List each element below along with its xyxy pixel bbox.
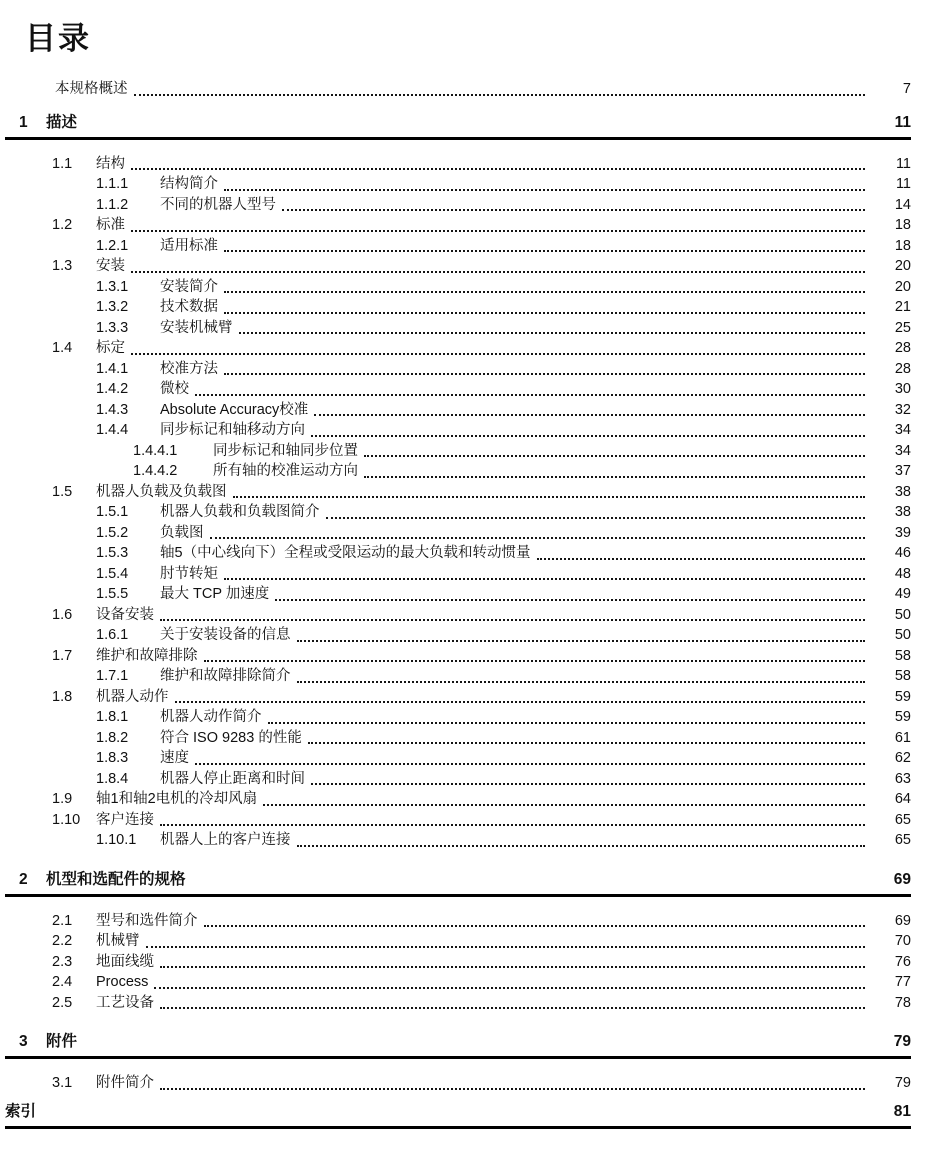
chapter-section	[0, 871, 911, 1014]
toc-entry[interactable]	[0, 400, 911, 421]
toc-entry[interactable]	[0, 564, 911, 585]
toc-entry-number: 1.8.4	[96, 770, 129, 787]
toc-entry-number: 1.3.3	[96, 319, 129, 336]
toc-entry-page: 25	[894, 319, 911, 336]
leader-dots	[195, 763, 865, 765]
toc-entry[interactable]	[0, 952, 911, 973]
toc-entry-label: 标准	[96, 217, 125, 233]
toc-entry-page: 34	[894, 442, 911, 459]
toc-entry-label: 标定	[96, 340, 125, 356]
leader-dots	[233, 496, 866, 498]
toc-entry-number: 1.6	[52, 606, 73, 623]
chapter-title: 描述	[46, 113, 78, 131]
toc-entry-label: 技术数据	[160, 299, 218, 315]
toc-entry-page: 7	[902, 81, 911, 97]
chapter-heading[interactable]	[5, 871, 911, 897]
chapter-entries	[0, 911, 911, 1014]
toc-entry-label: 负载图	[160, 524, 204, 541]
leader-dots	[175, 701, 866, 703]
toc-entry-label: 安装机械臂	[160, 319, 233, 336]
toc-entry-page: 11	[895, 155, 911, 172]
toc-entry-label: 不同的机器人型号	[160, 196, 276, 213]
toc-entry-page: 11	[895, 176, 911, 192]
leader-dots	[195, 394, 865, 396]
toc-entry[interactable]	[0, 277, 911, 298]
leader-dots	[224, 291, 865, 293]
toc-entry-number: 1.4.4	[96, 422, 129, 438]
toc-entry-label: 校准方法	[160, 360, 218, 377]
toc-entry-page: 38	[894, 483, 911, 500]
chapter-page: 79	[893, 1033, 911, 1050]
toc-entry-number: 1.5.2	[96, 524, 129, 541]
toc-entry-label: 本规格概述	[55, 81, 128, 97]
toc-entry-page: 76	[894, 953, 911, 970]
toc-entry[interactable]	[0, 646, 911, 667]
toc-entry-page: 49	[894, 586, 911, 602]
toc-entry[interactable]	[0, 379, 911, 400]
heading-spacer	[77, 1033, 865, 1050]
toc-entry[interactable]	[0, 931, 911, 952]
heading-spacer	[36, 1103, 865, 1120]
toc-entry-number: 2.2	[52, 933, 73, 949]
toc-entry[interactable]	[0, 972, 911, 993]
toc-entry-page: 69	[894, 912, 911, 929]
toc-entry-number: 1.2.1	[96, 237, 129, 254]
toc-entry-label: 附件简介	[96, 1075, 154, 1091]
toc-entry-label: 机器人上的客户连接	[160, 832, 291, 848]
toc-entry-number: 1.8	[52, 688, 73, 705]
toc-entry-label: 轴5（中心线向下）全程或受限运动的最大负载和转动惯量	[160, 545, 531, 561]
toc-entry-number: 1.10.1	[96, 832, 137, 848]
leader-dots	[314, 414, 865, 416]
toc-entry-label: 符合 ISO 9283 的性能	[160, 729, 302, 746]
leader-dots	[160, 824, 865, 826]
toc-entry-page: 34	[894, 422, 911, 438]
toc-entry-number: 1.5	[52, 483, 73, 500]
chapter-section	[0, 1033, 911, 1094]
leader-dots	[263, 804, 865, 806]
leader-dots	[364, 455, 865, 457]
toc-entry-page: 59	[894, 688, 911, 705]
leader-dots	[224, 578, 865, 580]
toc-entry-label: 安装简介	[160, 278, 218, 295]
toc-entry[interactable]	[0, 256, 911, 277]
toc-entry-label: 地面线缆	[96, 953, 154, 970]
leader-dots	[204, 660, 866, 662]
toc-entry-label: 所有轴的校准运动方向	[213, 463, 358, 479]
toc-entry-number: 1.3.1	[96, 278, 129, 295]
leader-dots	[224, 189, 865, 191]
toc-entry[interactable]	[0, 523, 911, 544]
toc-entry-label: 机器人动作	[96, 688, 169, 705]
chapter-entries	[0, 154, 911, 851]
toc-entry[interactable]	[0, 584, 911, 605]
toc-entry-number: 1.3	[52, 258, 73, 274]
toc-entry-label: 关于安装设备的信息	[160, 627, 291, 643]
toc-entry[interactable]	[0, 789, 911, 810]
toc-entry-page: 38	[894, 504, 911, 520]
toc-entry-label: 微校	[160, 381, 189, 397]
toc-entry-page: 39	[894, 524, 911, 541]
toc-entry-number: 1.6.1	[96, 627, 129, 643]
leader-dots	[297, 845, 866, 847]
toc-entry-label: 肘节转矩	[160, 565, 218, 582]
toc-entry-page: 63	[894, 770, 911, 787]
chapter-number: 1	[19, 113, 28, 131]
toc-entry-label: 速度	[160, 750, 189, 766]
toc-entry-label: 维护和故障排除	[96, 647, 198, 664]
chapter-number: 3	[19, 1033, 28, 1050]
toc-entry-page: 37	[894, 463, 911, 479]
toc-entry-page: 62	[894, 750, 911, 766]
heading-spacer	[186, 871, 865, 888]
toc-entry[interactable]	[0, 666, 911, 687]
toc-entry-label: 机器人动作简介	[160, 709, 262, 725]
toc-entry-number: 1.4.4.1	[133, 442, 178, 459]
toc-entry-number: 1.8.3	[96, 750, 129, 766]
toc-entry-number: 2.1	[52, 912, 73, 929]
toc-entry-number: 2.5	[52, 994, 73, 1011]
leader-dots	[154, 987, 865, 989]
toc-entry-number: 1.7.1	[96, 668, 129, 684]
chapter-heading[interactable]	[5, 114, 911, 140]
toc-entry-page: 20	[894, 258, 911, 274]
toc-entry[interactable]	[0, 605, 911, 626]
leader-dots	[131, 168, 865, 170]
toc-entry-label: 同步标记和轴移动方向	[160, 422, 305, 438]
toc-entry[interactable]	[0, 707, 911, 728]
toc-entry[interactable]	[0, 543, 911, 564]
toc-entry-number: 1.5.3	[96, 545, 129, 561]
leader-dots	[131, 271, 865, 273]
toc-entry-page: 48	[894, 565, 911, 582]
toc-entry-label: 结构简介	[160, 176, 218, 192]
toc-entry[interactable]	[0, 810, 911, 831]
toc-entry-label: 最大 TCP 加速度	[160, 586, 270, 602]
leader-dots	[131, 230, 865, 232]
toc-entry-label: 型号和选件简介	[96, 912, 198, 929]
toc-entry-label: 安装	[96, 258, 125, 274]
leader-dots	[210, 537, 866, 539]
toc-entry-number: 1.4.3	[96, 401, 129, 418]
toc-entry[interactable]	[0, 687, 911, 708]
toc-entry-number: 1.9	[52, 791, 73, 807]
toc-entry[interactable]	[0, 195, 911, 216]
toc-entry-label: 轴1和轴2电机的冷却风扇	[96, 791, 258, 807]
page-title: 目录	[25, 21, 91, 56]
toc-entry[interactable]	[0, 318, 911, 339]
toc-entry-label: 设备安装	[96, 606, 154, 623]
toc-entry[interactable]	[0, 502, 911, 523]
toc-entry[interactable]	[0, 830, 911, 851]
toc-entry-number: 1.2	[52, 217, 73, 233]
leader-dots	[297, 681, 866, 683]
toc-entry[interactable]	[0, 338, 911, 359]
leader-dots	[308, 742, 865, 744]
toc-entry-page: 28	[894, 360, 911, 377]
toc-entry-number: 1.3.2	[96, 299, 129, 315]
toc-entry-page: 59	[894, 709, 911, 725]
leader-dots	[160, 1007, 865, 1009]
toc-entry-number: 1.4.4.2	[133, 463, 178, 479]
toc-entry-page: 14	[894, 196, 911, 213]
chapter-page: 11	[894, 113, 911, 131]
leader-dots	[146, 946, 866, 948]
leader-dots	[311, 783, 865, 785]
leader-dots	[297, 640, 866, 642]
toc-entry[interactable]	[0, 748, 911, 769]
chapter-title: 附件	[46, 1033, 78, 1050]
leader-dots	[364, 476, 865, 478]
toc-entry-label: 工艺设备	[96, 994, 154, 1011]
toc-entry-page: 28	[894, 340, 911, 356]
toc-entry-number: 1.5.5	[96, 586, 129, 602]
toc-entry-page: 65	[894, 811, 911, 828]
toc-entry[interactable]	[0, 625, 911, 646]
toc-entry-number: 2.4	[52, 974, 73, 990]
toc-entry-number: 1.5.1	[96, 504, 129, 520]
leader-dots	[275, 599, 865, 601]
toc-entry[interactable]	[0, 297, 911, 318]
toc-entry-number: 1.8.1	[96, 709, 129, 725]
toc-entry-number: 1.1.1	[96, 176, 129, 192]
chapter-title: 机型和选配件的规格	[46, 870, 186, 888]
chapter-number: 2	[19, 870, 28, 888]
toc-entry-page: 18	[894, 217, 911, 233]
toc-entry-page: 70	[894, 933, 911, 949]
toc-entry-label: 客户连接	[96, 811, 154, 828]
toc-entry-page: 21	[894, 299, 911, 315]
toc-entry[interactable]	[0, 420, 911, 441]
chapter-section	[0, 114, 911, 851]
toc-entry-page: 79	[894, 1075, 911, 1091]
toc-entry-number: 1.4.1	[96, 360, 129, 377]
toc-entry-number: 1.7	[52, 647, 73, 664]
leader-dots	[131, 353, 865, 355]
leader-dots	[160, 966, 865, 968]
chapters-container	[0, 114, 911, 1094]
toc-entry-number: 3.1	[52, 1075, 73, 1091]
leader-dots	[537, 558, 865, 560]
leader-dots	[160, 1088, 865, 1090]
toc-entry[interactable]	[0, 461, 911, 482]
toc-entry-page: 78	[894, 994, 911, 1011]
chapter-entries	[0, 1073, 911, 1094]
toc-entry[interactable]	[0, 993, 911, 1014]
toc-entry[interactable]	[0, 1073, 911, 1094]
leader-dots	[239, 332, 866, 334]
toc-entry-label: 适用标准	[160, 237, 218, 254]
toc-entry-page: 18	[894, 237, 911, 254]
toc-entry-page: 64	[894, 791, 911, 807]
toc-entry[interactable]	[0, 911, 911, 932]
toc-entry[interactable]	[0, 728, 911, 749]
toc-entry-page: 50	[894, 627, 911, 643]
toc-entry-number: 1.8.2	[96, 729, 129, 746]
toc-entry-page: 58	[894, 647, 911, 664]
leader-dots	[268, 722, 866, 724]
toc-entry-page: 46	[894, 545, 911, 561]
toc-entry-label: 机器人负载及负载图	[96, 483, 227, 500]
chapter-heading[interactable]	[5, 1033, 911, 1059]
toc-entry[interactable]	[0, 482, 911, 503]
toc-entry-number: 1.5.4	[96, 565, 129, 582]
toc-entry[interactable]	[0, 359, 911, 380]
toc-entry-label: 结构	[96, 155, 125, 172]
toc-entry-page: 20	[894, 278, 911, 295]
toc-entry-overview[interactable]	[0, 79, 911, 100]
heading-spacer	[77, 114, 865, 131]
leader-dots	[224, 250, 865, 252]
toc-entry-label: 机器人停止距离和时间	[160, 770, 305, 787]
toc-entry-page: 61	[894, 729, 911, 746]
index-title: 索引	[5, 1102, 37, 1120]
toc-entry-number: 2.3	[52, 953, 73, 970]
toc-entry-number: 1.4	[52, 340, 73, 356]
toc-entry-page: 65	[894, 832, 911, 848]
toc-entry-page: 32	[894, 401, 911, 418]
toc-entry-label: 机器人负载和负载图简介	[160, 504, 320, 520]
toc-entry[interactable]	[0, 769, 911, 790]
leader-dots	[326, 517, 866, 519]
toc-entry-page: 77	[894, 974, 911, 990]
leader-dots	[282, 209, 865, 211]
toc-entry[interactable]	[0, 441, 911, 462]
toc-entry-page: 50	[894, 606, 911, 623]
toc-entry-number: 1.1	[52, 155, 73, 172]
leader-dots	[224, 312, 865, 314]
toc-entry-page: 58	[894, 668, 911, 684]
toc-entry[interactable]	[0, 154, 911, 175]
toc-entry-label: Process	[96, 974, 149, 990]
toc-entry[interactable]	[0, 215, 911, 236]
toc-entry-label: 机械臂	[96, 933, 140, 949]
leader-dots	[224, 373, 865, 375]
leader-dots	[134, 94, 866, 96]
toc-entry-label: Absolute Accuracy校准	[160, 401, 309, 418]
leader-dots	[311, 435, 865, 437]
toc-entry[interactable]	[0, 174, 911, 195]
toc-entry-label: 同步标记和轴同步位置	[213, 442, 358, 459]
index-page: 81	[893, 1102, 911, 1120]
index-heading[interactable]	[5, 1103, 911, 1129]
toc-entry-number: 1.4.2	[96, 381, 129, 397]
toc-entry-number: 1.1.2	[96, 196, 129, 213]
chapter-page: 69	[893, 870, 911, 888]
toc-entry-label: 维护和故障排除简介	[160, 668, 291, 684]
toc-entry-page: 30	[894, 381, 911, 397]
leader-dots	[204, 925, 866, 927]
leader-dots	[160, 619, 865, 621]
toc-entry-number: 1.10	[52, 811, 81, 828]
toc-entry[interactable]	[0, 236, 911, 257]
